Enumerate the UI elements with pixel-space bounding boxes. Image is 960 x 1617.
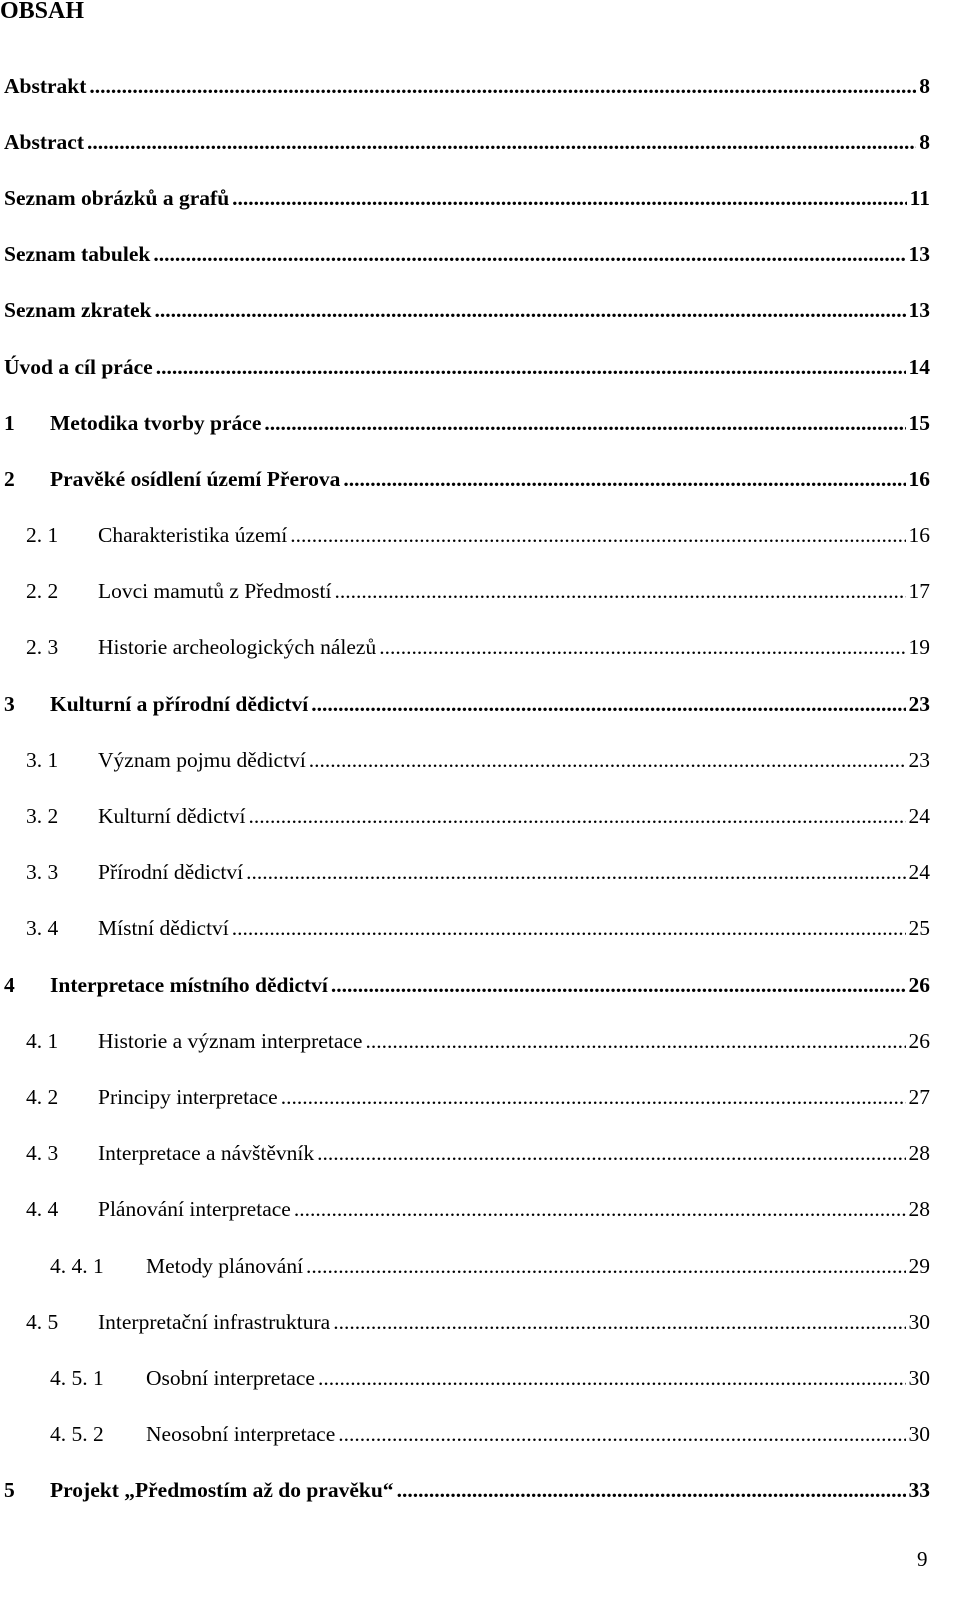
toc-entry-number: 4. 3 bbox=[26, 1141, 59, 1166]
toc-dot-leader bbox=[246, 860, 905, 885]
toc-entry-number: 4. 4. 1 bbox=[50, 1253, 104, 1278]
toc-entry[interactable] bbox=[0, 114, 930, 170]
toc-dot-leader bbox=[294, 1197, 906, 1222]
toc-entry-page: 19 bbox=[908, 635, 930, 660]
toc-entry[interactable] bbox=[0, 788, 930, 844]
toc-entry-title: Úvod a cíl práce bbox=[4, 354, 153, 379]
toc-entry-number: 1 bbox=[4, 410, 15, 435]
toc-entry-page: 14 bbox=[908, 354, 930, 379]
toc-entry-title: Seznam obrázků a grafů bbox=[4, 185, 230, 210]
toc-entry-page: 13 bbox=[908, 242, 930, 267]
toc-entry-page: 28 bbox=[908, 1197, 930, 1222]
toc-dot-leader bbox=[281, 1085, 906, 1110]
toc-entry-title: Charakteristika území bbox=[98, 523, 288, 548]
toc-entry-page: 16 bbox=[908, 466, 930, 491]
toc-entry-title: Význam pojmu dědictví bbox=[98, 747, 306, 772]
toc-entry-title: Kulturní a přírodní dědictví bbox=[50, 691, 309, 716]
toc-dot-leader bbox=[89, 74, 916, 99]
toc-entry-page: 24 bbox=[908, 860, 930, 885]
toc-dot-leader bbox=[232, 186, 907, 211]
table-of-contents bbox=[0, 58, 930, 1519]
toc-entry-title: Interpretace a návštěvník bbox=[98, 1141, 315, 1166]
toc-dot-leader bbox=[338, 1422, 905, 1447]
toc-dot-leader bbox=[156, 355, 906, 380]
toc-entry-title: Historie archeologických nálezů bbox=[98, 635, 377, 660]
toc-dot-leader bbox=[365, 1029, 905, 1054]
toc-entry-page: 16 bbox=[908, 523, 930, 548]
toc-entry-number: 2. 1 bbox=[26, 523, 59, 548]
toc-dot-leader bbox=[153, 242, 905, 267]
toc-entry-page: 8 bbox=[919, 73, 930, 98]
toc-entry-title: Plánování interpretace bbox=[98, 1197, 291, 1222]
toc-dot-leader bbox=[155, 298, 906, 323]
toc-entry-page: 23 bbox=[908, 747, 930, 772]
toc-entry[interactable] bbox=[0, 564, 930, 620]
toc-entry-number: 2 bbox=[4, 466, 15, 491]
toc-entry-number: 3 bbox=[4, 691, 15, 716]
toc-dot-leader bbox=[232, 916, 906, 941]
toc-entry[interactable] bbox=[0, 1069, 930, 1125]
toc-entry-number: 3. 2 bbox=[26, 804, 59, 829]
toc-entry[interactable] bbox=[0, 676, 930, 732]
toc-entry-title: Principy interpretace bbox=[98, 1084, 278, 1109]
toc-entry-title: Abstrakt bbox=[4, 73, 87, 98]
toc-entry-page: 26 bbox=[908, 972, 930, 997]
toc-entry-title: Historie a význam interpretace bbox=[98, 1028, 363, 1053]
toc-entry-title: Osobní interpretace bbox=[146, 1365, 315, 1390]
toc-entry-page: 26 bbox=[908, 1028, 930, 1053]
toc-entry-title: Lovci mamutů z Předmostí bbox=[98, 579, 332, 604]
toc-entry-title: Pravěké osídlení území Přerova bbox=[50, 466, 341, 491]
toc-entry-page: 15 bbox=[908, 410, 930, 435]
toc-entry-title: Kulturní dědictví bbox=[98, 804, 246, 829]
toc-dot-leader bbox=[333, 1310, 905, 1335]
toc-entry-number: 4. 4 bbox=[26, 1197, 59, 1222]
toc-entry[interactable] bbox=[0, 1350, 930, 1406]
toc-entry-page: 17 bbox=[908, 579, 930, 604]
page-title: OBSAH bbox=[0, 0, 85, 24]
toc-entry-page: 27 bbox=[908, 1084, 930, 1109]
toc-entry-page: 25 bbox=[908, 916, 930, 941]
toc-entry-number: 3. 3 bbox=[26, 860, 59, 885]
toc-entry-title: Interpretační infrastruktura bbox=[98, 1309, 331, 1334]
toc-entry[interactable] bbox=[0, 1463, 930, 1519]
toc-entry[interactable] bbox=[0, 451, 930, 507]
toc-entry-title: Neosobní interpretace bbox=[146, 1422, 336, 1447]
toc-entry-page: 30 bbox=[908, 1309, 930, 1334]
toc-entry-title: Přírodní dědictví bbox=[98, 860, 244, 885]
toc-entry-page: 30 bbox=[908, 1365, 930, 1390]
toc-entry[interactable] bbox=[0, 1013, 930, 1069]
toc-entry-page: 28 bbox=[908, 1141, 930, 1166]
toc-entry-number: 4. 5. 1 bbox=[50, 1365, 104, 1390]
toc-entry[interactable] bbox=[0, 58, 930, 114]
toc-entry-number: 4. 5 bbox=[26, 1309, 59, 1334]
toc-entry-number: 4. 5. 2 bbox=[50, 1422, 104, 1447]
toc-entry[interactable] bbox=[0, 1238, 930, 1294]
toc-dot-leader bbox=[249, 804, 906, 829]
toc-entry[interactable] bbox=[0, 732, 930, 788]
toc-entry-page: 30 bbox=[908, 1422, 930, 1447]
toc-dot-leader bbox=[397, 1478, 906, 1503]
toc-dot-leader bbox=[309, 748, 906, 773]
toc-entry-page: 11 bbox=[909, 185, 930, 210]
toc-dot-leader bbox=[311, 692, 905, 717]
toc-entry[interactable] bbox=[0, 170, 930, 226]
toc-dot-leader bbox=[87, 130, 916, 155]
page-number: 9 bbox=[917, 1547, 928, 1571]
toc-entry-number: 3. 1 bbox=[26, 747, 59, 772]
toc-dot-leader bbox=[331, 973, 906, 998]
toc-dot-leader bbox=[290, 523, 905, 548]
toc-dot-leader bbox=[306, 1254, 905, 1279]
toc-dot-leader bbox=[343, 467, 905, 492]
toc-entry-number: 3. 4 bbox=[26, 916, 59, 941]
toc-entry[interactable] bbox=[0, 620, 930, 676]
toc-entry-page: 13 bbox=[908, 298, 930, 323]
toc-entry-title: Projekt „Předmostím až do pravěku“ bbox=[50, 1478, 394, 1503]
toc-dot-leader bbox=[264, 411, 905, 436]
toc-dot-leader bbox=[317, 1141, 905, 1166]
toc-entry-number: 5 bbox=[4, 1478, 15, 1503]
toc-dot-leader bbox=[334, 579, 905, 604]
toc-entry-number: 4 bbox=[4, 972, 15, 997]
toc-entry[interactable] bbox=[0, 845, 930, 901]
toc-entry-title: Interpretace místního dědictví bbox=[50, 972, 328, 997]
toc-entry-title: Místní dědictví bbox=[98, 916, 229, 941]
toc-entry-page: 33 bbox=[908, 1478, 930, 1503]
toc-dot-leader bbox=[379, 635, 905, 660]
toc-entry[interactable] bbox=[0, 1407, 930, 1463]
toc-entry[interactable] bbox=[0, 957, 930, 1013]
toc-entry-number: 2. 3 bbox=[26, 635, 59, 660]
toc-entry-page: 24 bbox=[908, 804, 930, 829]
toc-entry-title: Abstract bbox=[4, 129, 85, 154]
toc-entry-title: Seznam zkratek bbox=[4, 298, 152, 323]
toc-entry[interactable] bbox=[0, 283, 930, 339]
toc-entry-number: 2. 2 bbox=[26, 579, 59, 604]
toc-entry-page: 8 bbox=[919, 129, 930, 154]
toc-entry[interactable] bbox=[0, 1182, 930, 1238]
toc-entry[interactable] bbox=[0, 395, 930, 451]
toc-entry[interactable] bbox=[0, 508, 930, 564]
toc-entry-title: Metody plánování bbox=[146, 1253, 304, 1278]
toc-entry-title: Seznam tabulek bbox=[4, 242, 151, 267]
toc-entry[interactable] bbox=[0, 1294, 930, 1350]
toc-dot-leader bbox=[318, 1366, 906, 1391]
toc-entry[interactable] bbox=[0, 901, 930, 957]
toc-entry[interactable] bbox=[0, 1126, 930, 1182]
toc-entry[interactable] bbox=[0, 339, 930, 395]
toc-entry[interactable] bbox=[0, 227, 930, 283]
toc-entry-page: 23 bbox=[908, 691, 930, 716]
toc-entry-page: 29 bbox=[908, 1253, 930, 1278]
toc-entry-title: Metodika tvorby práce bbox=[50, 410, 262, 435]
toc-entry-number: 4. 1 bbox=[26, 1028, 59, 1053]
toc-entry-number: 4. 2 bbox=[26, 1084, 59, 1109]
